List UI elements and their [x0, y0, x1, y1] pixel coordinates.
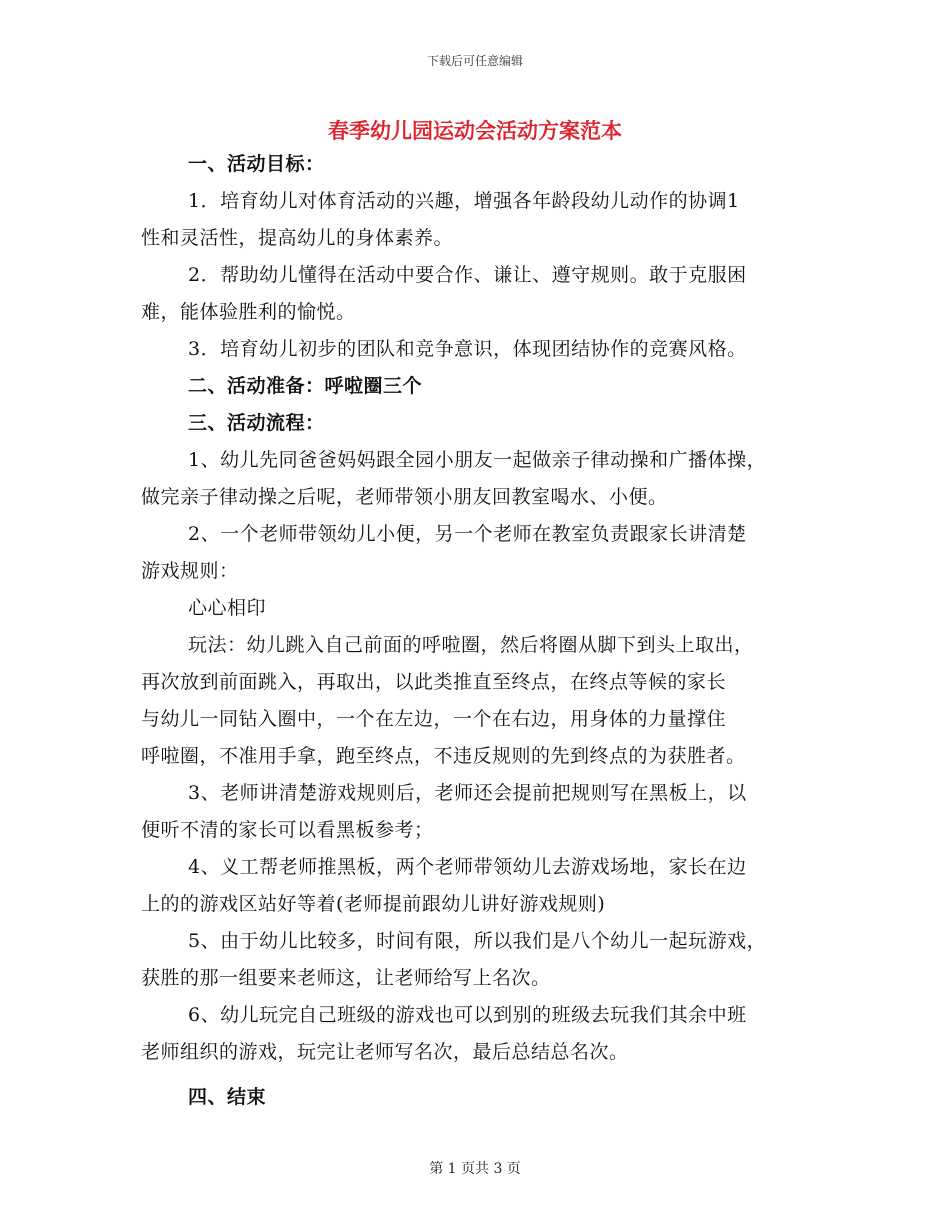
page-footer: 第 1 页共 3 页	[429, 1161, 521, 1177]
step-4-line-1: 4、义工帮老师推黑板，两个老师带领幼儿去游戏场地，家长在边	[188, 856, 747, 878]
game-rules-line-2: 再次放到前面跳入，再取出，以此类推直至终点，在终点等候的家长	[141, 671, 727, 693]
step-6-line-1: 6、幼儿玩完自己班级的游戏也可以到别的班级去玩我们其余中班	[188, 1004, 747, 1026]
section-heading-goals: 一、活动目标：	[188, 153, 325, 175]
step-2-line-1: 2、一个老师带领幼儿小便，另一个老师在教室负责跟家长讲清楚	[188, 523, 747, 545]
document-title: 春季幼儿园运动会活动方案范本	[328, 118, 622, 143]
step-5-line-1: 5、由于幼儿比较多，时间有限，所以我们是八个幼儿一起玩游戏，	[188, 930, 767, 952]
document-body	[141, 146, 816, 1116]
step-6-line-2: 老师组织的游戏，玩完让老师写名次，最后总结总名次。	[141, 1041, 629, 1063]
goal-2-line-1: 2．帮助幼儿懂得在活动中要合作、谦让、遵守规则。敢于克服困	[188, 264, 747, 286]
section-heading-end: 四、结束	[188, 1086, 267, 1108]
game-rules-line-4: 呼啦圈，不准用手拿，跑至终点，不违反规则的先到终点的为获胜者。	[141, 745, 746, 767]
game-name: 心心相印	[188, 597, 267, 619]
step-1-line-1: 1、幼儿先同爸爸妈妈跟全园小朋友一起做亲子律动操和广播体操，	[188, 449, 767, 471]
section-heading-process: 三、活动流程：	[188, 412, 325, 434]
step-3-line-2: 便听不清的家长可以看黑板参考；	[141, 819, 434, 841]
step-5-line-2: 获胜的那一组要来老师这，让老师给写上名次。	[141, 967, 551, 989]
step-1-line-2: 做完亲子律动操之后呢，老师带领小朋友回教室喝水、小便。	[141, 486, 668, 508]
game-rules-line-3: 与幼儿一同钻入圈中，一个在左边，一个在右边，用身体的力量撑住	[141, 708, 727, 730]
goal-2-line-2: 难，能体验胜利的愉悦。	[141, 301, 356, 323]
step-4-line-2: 上的的游戏区站好等着(老师提前跟幼儿讲好游戏规则)	[141, 893, 606, 915]
section-heading-preparation: 二、活动准备：呼啦圈三个	[188, 375, 423, 397]
page-header-note: 下载后可任意编辑	[426, 54, 523, 68]
goal-1-line-1: 1．培育幼儿对体育活动的兴趣，增强各年龄段幼儿动作的协调1	[188, 190, 740, 212]
step-3-line-1: 3、老师讲清楚游戏规则后，老师还会提前把规则写在黑板上，以	[188, 782, 747, 804]
game-rules-line-1: 玩法：幼儿跳入自己前面的呼啦圈，然后将圈从脚下到头上取出，	[188, 634, 754, 656]
step-2-line-2: 游戏规则：	[141, 560, 239, 582]
goal-1-line-2: 性和灵活性，提高幼儿的身体素养。	[141, 227, 454, 249]
goal-3-line: 3．培育幼儿初步的团队和竞争意识，体现团结协作的竞赛风格。	[188, 338, 747, 360]
